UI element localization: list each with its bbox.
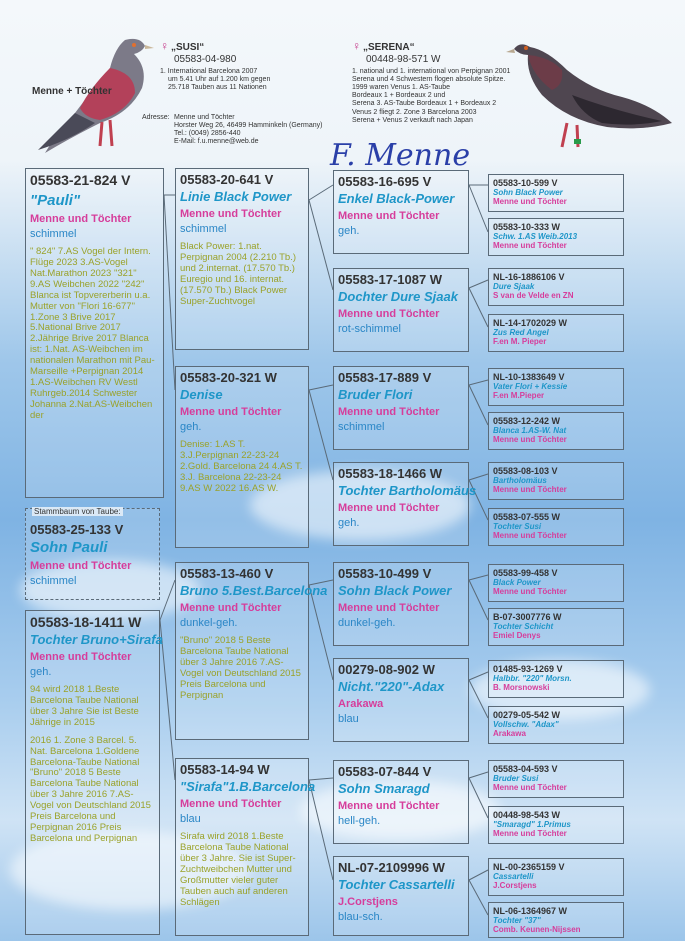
gen2-card[interactable] bbox=[175, 562, 328, 740]
gen3-breeder: Arakawa bbox=[338, 698, 384, 710]
stammbaum-name: Sohn Pauli bbox=[30, 539, 108, 556]
gen4-ring: B-07-3007776 W bbox=[493, 612, 562, 622]
gen4-card[interactable] bbox=[488, 314, 624, 352]
mother-card[interactable] bbox=[25, 610, 163, 935]
gen3-card[interactable] bbox=[333, 462, 477, 546]
address-label: Adresse: bbox=[142, 114, 170, 121]
gen3-card[interactable] bbox=[333, 366, 469, 450]
gen2-breeder: Menne und Töchter bbox=[180, 406, 282, 418]
gen3-card[interactable] bbox=[333, 760, 469, 844]
gen3-color: dunkel-geh. bbox=[338, 617, 396, 629]
gen2-color: schimmel bbox=[180, 223, 227, 235]
gen3-name: Tochter Bartholomäus bbox=[338, 483, 477, 498]
gen2-ring: 05583-14-94 W bbox=[180, 762, 270, 777]
gen4-name: Sohn Black Power bbox=[493, 188, 563, 197]
gen4-name: Tochter "37" bbox=[493, 916, 541, 925]
serena-line-2: Serena und 4 Schwestern flogen absolute Spitze. bbox=[352, 76, 506, 84]
gen3-color: blau-sch. bbox=[338, 911, 383, 923]
gen2-color: blau bbox=[180, 813, 201, 825]
gen4-breeder: Menne und Töchter bbox=[493, 197, 567, 206]
gen4-name: "Smaragd" 1.Primus bbox=[493, 820, 571, 829]
gen4-ring: 01485-93-1269 V bbox=[493, 664, 563, 674]
mother-description-2: 2016 1. Zone 3 Barcel. 5. Nat. Barcelona 1.Goldene Barcelona-Taube National "Bruno" 2018 5 Beste Barcelona Taube National über 3 Jahre 2016 7.AS-Vogel von Deutschland 2015 Preis Barcelona und Perpignan 2016 Preis Barcelona und Perpignan bbox=[30, 734, 151, 844]
gen4-ring: NL-00-2365159 V bbox=[493, 862, 565, 872]
gen4-breeder: F.en M.Pieper bbox=[493, 391, 545, 400]
gen3-ring: NL-07-2109996 W bbox=[338, 860, 445, 875]
gen4-breeder: Comb. Keunen-Nijssen bbox=[493, 925, 581, 934]
serena-line-6: Venus 2 fliegt 2. Zone 3 Barcelona 2003 bbox=[352, 108, 477, 116]
gen3-name: Sohn Smaragd bbox=[338, 781, 430, 796]
gen3-breeder: Menne und Töchter bbox=[338, 210, 440, 222]
gen3-card[interactable] bbox=[333, 856, 469, 936]
serena-header: ♀ „SERENA“ 00448-98-571 W 1. national und 1. international von Perpignan 2001 Serena und 4 Schwestern flogen absolute Spitze. 1999 waren Venus 1. AS-Taube Bordeaux 1 + Bordeaux 2 und Serena 3. AS-Taube Bordeaux 1 + Bordeaux 2 Venus 2 fliegt 2. Zone 3 Barcelona 2003 Serena + Venus 2 verkauft nach Japan bbox=[352, 39, 511, 124]
gen4-card[interactable] bbox=[488, 760, 624, 798]
gen2-card[interactable] bbox=[175, 758, 316, 936]
gen3-name: Sohn Black Power bbox=[338, 583, 452, 598]
gen4-breeder: Emiel Denys bbox=[493, 631, 541, 640]
serena-name: „SERENA“ bbox=[362, 42, 415, 53]
gen4-ring: 05583-10-333 W bbox=[493, 222, 561, 232]
gen4-ring: 05583-08-103 V bbox=[493, 466, 558, 476]
gen4-name: Tochter Schicht bbox=[493, 622, 554, 631]
gen4-breeder: J.Corstjens bbox=[493, 881, 537, 890]
gen4-card[interactable] bbox=[488, 462, 624, 500]
gen2-ring: 05583-20-321 W bbox=[180, 370, 277, 385]
gen4-name: Tochter Susi bbox=[493, 522, 542, 531]
header-title: Menne + Töchter bbox=[32, 86, 112, 97]
main-pigeon-card[interactable] bbox=[25, 168, 164, 498]
address-line-1: Menne und Töchter bbox=[174, 114, 235, 121]
gen4-ring: NL-16-1886106 V bbox=[493, 272, 565, 282]
gen3-card[interactable] bbox=[333, 658, 469, 742]
gen4-card[interactable] bbox=[488, 858, 624, 896]
gen2-name: Linie Black Power bbox=[180, 189, 292, 204]
gen4-breeder: B. Morsnowski bbox=[493, 683, 550, 692]
gen4-ring: 05583-07-555 W bbox=[493, 512, 561, 522]
gen4-card[interactable] bbox=[488, 564, 624, 602]
gen2-name: Denise bbox=[180, 387, 223, 402]
stammbaum-ring: 05583-25-133 V bbox=[30, 522, 124, 537]
gen4-breeder: Menne und Töchter bbox=[493, 829, 567, 838]
gen4-breeder: S van de Velde en ZN bbox=[493, 291, 574, 300]
gen2-ring: 05583-13-460 V bbox=[180, 566, 274, 581]
gen4-breeder: Menne und Töchter bbox=[493, 783, 567, 792]
gen4-card[interactable] bbox=[488, 902, 624, 938]
susi-line-2: um 5.41 Uhr auf 1.200 km gegen bbox=[168, 76, 271, 84]
gen2-card[interactable] bbox=[175, 366, 309, 548]
stammbaum-card[interactable] bbox=[25, 508, 160, 600]
gen4-ring: 00448-98-543 W bbox=[493, 810, 561, 820]
gen4-name: Vollschw. "Adax" bbox=[493, 720, 559, 729]
gen4-name: Blanca 1.AS-W. Nat bbox=[493, 426, 567, 435]
gen4-name: Halbbr. "220" Morsn. bbox=[493, 674, 572, 683]
gen2-card[interactable] bbox=[175, 168, 309, 350]
gen3-color: geh. bbox=[338, 225, 360, 237]
gen3-card[interactable] bbox=[333, 562, 469, 646]
gen2-breeder: Menne und Töchter bbox=[180, 798, 282, 810]
gen2-description: Sirafa wird 2018 1.Beste Barcelona Taube National über 3 Jahre. Sie ist Super-Zuchtweibchen Mutter und Großmutter vieler guter Tauben auch auf anderen Schlägen bbox=[180, 831, 296, 908]
serena-line-3: 1999 waren Venus 1. AS-Taube bbox=[352, 84, 451, 92]
gen3-ring: 00279-08-902 W bbox=[338, 662, 435, 677]
gen4-name: Vater Flori + Kessie bbox=[493, 382, 568, 391]
gen3-ring: 05583-17-889 V bbox=[338, 370, 432, 385]
gen4-card[interactable] bbox=[488, 608, 624, 646]
gen4-ring: NL-06-1364967 W bbox=[493, 906, 568, 916]
gen3-ring: 05583-18-1466 W bbox=[338, 466, 443, 481]
gen3-ring: 05583-17-1087 W bbox=[338, 272, 443, 287]
serena-line-5: Serena 3. AS-Taube Bordeaux 1 + Bordeaux 2 bbox=[352, 100, 497, 108]
gen4-name: Schw. 1.AS Weib.2013 bbox=[493, 232, 578, 241]
gen3-breeder: Menne und Töchter bbox=[338, 308, 440, 320]
gen3-ring: 05583-16-695 V bbox=[338, 174, 432, 189]
susi-name: „SUSI“ bbox=[170, 42, 205, 53]
gen4-name: Dure Sjaak bbox=[493, 282, 535, 291]
gen4-card[interactable] bbox=[488, 268, 624, 306]
gen2-ring: 05583-20-641 V bbox=[180, 172, 274, 187]
gen2-breeder: Menne und Töchter bbox=[180, 208, 282, 220]
mother-description-1: 94 wird 2018 1.Beste Barcelona Taube National über 3 Jahre Sie ist Beste Jährige in 2015 bbox=[30, 684, 139, 728]
gen3-breeder: Menne und Töchter bbox=[338, 502, 440, 514]
susi-line-1: 1. International Barcelona 2007 bbox=[160, 68, 258, 76]
gen4-ring: 05583-04-593 V bbox=[493, 764, 558, 774]
gen3-card[interactable] bbox=[333, 268, 469, 352]
gen4-ring: 05583-10-599 V bbox=[493, 178, 558, 188]
gen3-color: rot-schimmel bbox=[338, 323, 401, 335]
gen4-card[interactable] bbox=[488, 660, 624, 698]
serena-line-7: Serena + Venus 2 verkauft nach Japan bbox=[352, 116, 473, 124]
gen4-breeder: Menne und Töchter bbox=[493, 241, 567, 250]
gen4-card[interactable] bbox=[488, 806, 624, 844]
mother-breeder: Menne und Töchter bbox=[30, 651, 132, 663]
gen4-breeder: Menne und Töchter bbox=[493, 485, 567, 494]
gen4-card[interactable] bbox=[488, 706, 624, 744]
gen2-color: geh. bbox=[180, 421, 202, 433]
gen3-name: Dochter Dure Sjaak bbox=[338, 289, 458, 304]
address-line-4: E-Mail: f.u.menne@web.de bbox=[174, 138, 259, 146]
gen3-name: Tochter Cassartelli bbox=[338, 877, 455, 892]
main-breeder: Menne und Töchter bbox=[30, 213, 132, 225]
gen3-name: Bruder Flori bbox=[338, 387, 413, 402]
gen4-ring: NL-10-1383649 V bbox=[493, 372, 565, 382]
gen3-breeder: Menne und Töchter bbox=[338, 406, 440, 418]
mother-color: geh. bbox=[30, 666, 52, 678]
gen4-breeder: Arakawa bbox=[493, 729, 526, 738]
gen2-description: Black Power: 1.nat. Perpignan 2004 (2.210 Tb.) und 2.internat. (17.570 Tb.) Euregio und 16. internat. (17.570 Tb.) Black Power Super-Zuchtvogel bbox=[180, 241, 297, 307]
gen3-ring: 05583-07-844 V bbox=[338, 764, 432, 779]
gen4-card[interactable] bbox=[488, 174, 624, 212]
main-name: "Pauli" bbox=[30, 192, 81, 209]
gen3-color: blau bbox=[338, 713, 359, 725]
gen2-breeder: Menne und Töchter bbox=[180, 602, 282, 614]
gen2-description: Denise: 1.AS T. 3.J.Perpignan 22-23-24 2.Gold. Barcelona 24 4.AS T. 3.J. Barcelona 22-23-24 9.AS W 2022 16.AS W. bbox=[180, 439, 303, 494]
gen3-color: geh. bbox=[338, 517, 360, 529]
gen4-name: Zus Red Angel bbox=[493, 328, 549, 337]
gen3-breeder: Menne und Töchter bbox=[338, 800, 440, 812]
gen4-name: Bartholomäus bbox=[493, 476, 547, 485]
address-line-2: Horster Weg 26, 46499 Hamminkeln (Germany) bbox=[174, 122, 323, 130]
susi-header: ♀ „SUSI“ 05583-04-980 1. International Barcelona 2007 um 5.41 Uhr auf 1.200 km gegen 25.718 Tauben aus 11 Nationen bbox=[160, 39, 271, 92]
serena-line-1: 1. national und 1. international von Perpignan 2001 bbox=[352, 68, 511, 76]
main-description: " 824" 7.AS Vogel der Intern. Flüge 2023 3.AS-Vogel Nat.Marathon 2023 "321" 9.AS Weibchen 2022 "242" Blanca ist Topvererberin u.a. Mutter von "Flori 16-677" 1.Zone 3 Brive 2017 5.National Brive 2017 2.Jährige Brive 2017 Blanca ist: 1.Nat. AS-Weibchen im nationalen Marathon mit Pau-Marseille +Perpignan 2014 1.AS-Weibchen RV Westl Ruhrgeb.2014 Schwester Johanna 2.Nat.AS-Weibchen der bbox=[30, 246, 155, 421]
gen3-breeder: J.Corstjens bbox=[338, 896, 398, 908]
gen2-name: "Sirafa"1.B.Barcelona bbox=[180, 779, 316, 794]
gen4-ring: 05583-12-242 W bbox=[493, 416, 561, 426]
mother-name: Tochter Bruno+Sirafa bbox=[30, 632, 163, 647]
gen4-breeder: F.en M. Pieper bbox=[493, 337, 547, 346]
gen3-breeder: Menne und Töchter bbox=[338, 602, 440, 614]
stammbaum-breeder: Menne und Töchter bbox=[30, 560, 132, 572]
gen2-name: Bruno 5.Best.Barcelona bbox=[180, 583, 328, 598]
gen4-card[interactable] bbox=[488, 218, 624, 256]
gen3-name: Nicht."220"-Adax bbox=[338, 679, 445, 694]
susi-ring: 05583-04-980 bbox=[174, 53, 237, 65]
address-line-3: Tel.: (0049) 2856-440 bbox=[174, 130, 241, 138]
serena-ring: 00448-98-571 W bbox=[366, 53, 441, 65]
stammbaum-label: Stammbaum von Taube: bbox=[34, 507, 121, 516]
gen4-breeder: Menne und Töchter bbox=[493, 435, 567, 444]
gen4-card[interactable] bbox=[488, 412, 624, 450]
signature: F. Menne bbox=[330, 138, 471, 173]
gen4-ring: 00279-05-542 W bbox=[493, 710, 561, 720]
gen3-card[interactable] bbox=[333, 170, 469, 254]
serena-line-4: Bordeaux 1 + Bordeaux 2 und bbox=[352, 92, 446, 100]
susi-line-3: 25.718 Tauben aus 11 Nationen bbox=[168, 84, 267, 92]
stammbaum-color: schimmel bbox=[30, 575, 77, 587]
gen3-color: schimmel bbox=[338, 421, 385, 433]
mother-ring: 05583-18-1411 W bbox=[30, 614, 142, 630]
gen2-description: "Bruno" 2018 5 Beste Barcelona Taube National über 3 Jahre 2016 7.AS-Vogel von Deutschland 2015 Preis Barcelona und Perpignan bbox=[180, 635, 301, 701]
gen4-breeder: Menne und Töchter bbox=[493, 531, 567, 540]
gen4-card[interactable] bbox=[488, 368, 624, 406]
gen4-ring: 05583-99-458 V bbox=[493, 568, 558, 578]
gen4-breeder: Menne und Töchter bbox=[493, 587, 567, 596]
gen4-name: Black Power bbox=[493, 578, 541, 587]
gen4-ring: NL-14-1702029 W bbox=[493, 318, 568, 328]
gen4-name: Bruder Susi bbox=[493, 774, 539, 783]
gen3-color: hell-geh. bbox=[338, 815, 381, 827]
gen3-ring: 05583-10-499 V bbox=[338, 566, 432, 581]
main-color: schimmel bbox=[30, 228, 77, 240]
gen4-name: Cassartelli bbox=[493, 872, 534, 881]
main-ring: 05583-21-824 V bbox=[30, 172, 131, 188]
gen4-card[interactable] bbox=[488, 508, 624, 546]
gen3-name: Enkel Black-Power bbox=[338, 191, 455, 206]
gen2-color: dunkel-geh. bbox=[180, 617, 238, 629]
